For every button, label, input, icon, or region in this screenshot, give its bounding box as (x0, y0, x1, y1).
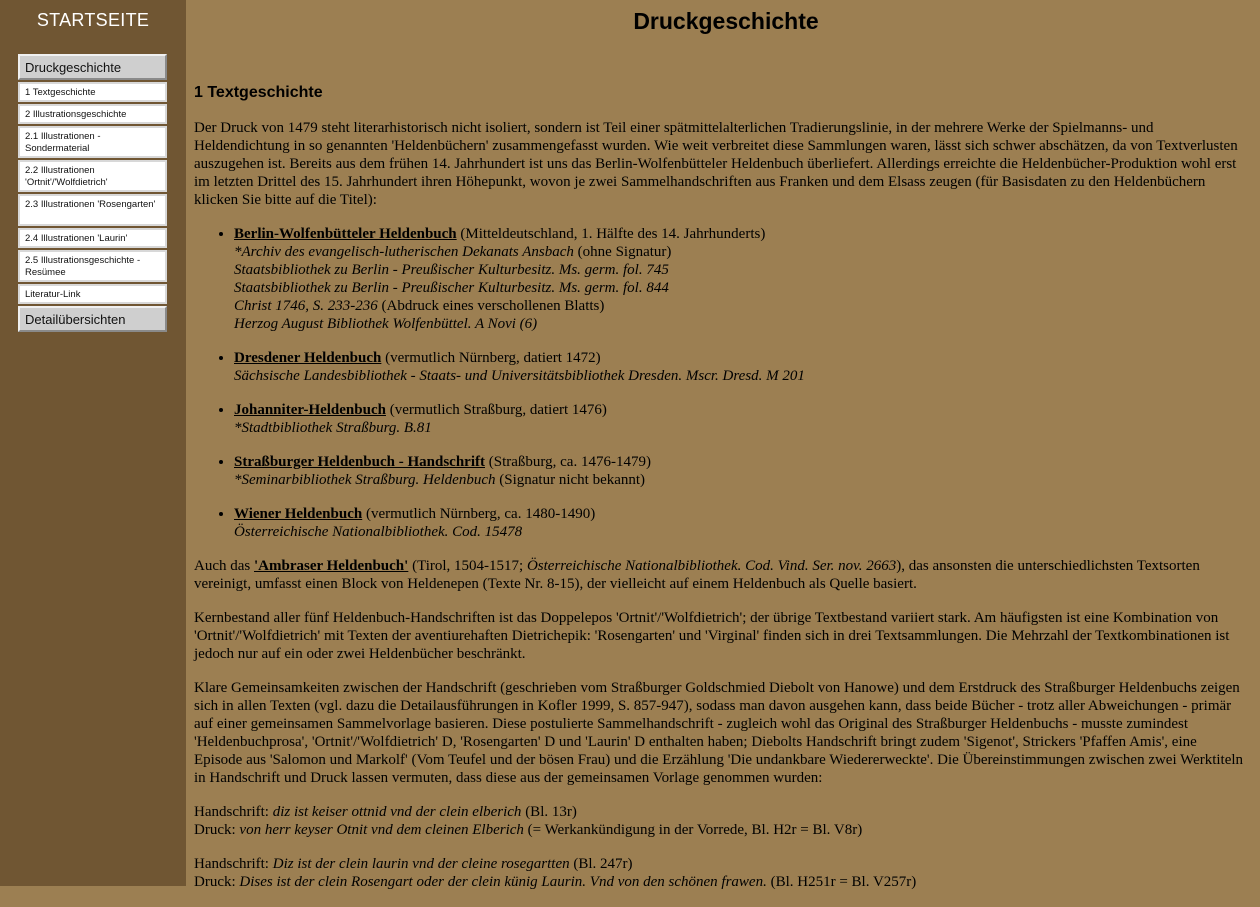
link-ambraser-heldenbuch[interactable]: 'Ambraser Heldenbuch' (254, 558, 409, 574)
ref: (Bl. H251r = Bl. V257r) (766, 874, 917, 890)
quote: Diz ist der clein laurin vnd der cleine rosegartten (272, 856, 570, 872)
article-body (194, 119, 1248, 907)
holding: *Stadtbibliothek Straßburg. B.81 (234, 420, 432, 436)
kernbestand-paragraph: Kernbestand aller fünf Heldenbuch-Handschriften ist das Doppelepos 'Ortnit'/'Wolfdietrich'; der übrige Textbestand variiert stark. Am häufigsten ist eine Kombination von 'Ortnit'/'Wolfdietrich' mit Texten der aventiurehaften Dietrichepik: 'Rosengarten' und 'Virginal' finden sich in drei Textsammlungen. Die Mehrzahl der Textkombinationen ist jedoch nur auf ein oder zwei Heldenbücher beschränkt. (194, 610, 1230, 662)
quote: von herr keyser Otnit vnd dem cleinen Elberich (239, 822, 524, 838)
holding: Sächsische Landesbibliothek - Staats- und Universitätsbibliothek Dresden. Mscr. Dresd. M 201 (234, 368, 805, 384)
nav-item-illustrationsgeschichte[interactable]: 2 Illustrationsgeschichte (18, 104, 167, 124)
nav-item-laurin[interactable]: 2.4 Illustrationen 'Laurin' (18, 228, 167, 248)
ambraser-paragraph (194, 557, 1248, 593)
nav-item-ortnit-wolfdietrich[interactable]: 2.2 Illustrationen 'Ortnit'/'Wolfdietrich' (18, 160, 167, 192)
sidebar (0, 0, 186, 886)
nav-item-literatur-link[interactable]: Literatur-Link (18, 284, 167, 304)
ref: (Bl. 13r) (521, 804, 577, 820)
holding: Österreichische Nationalbibliothek. Cod. Vind. Ser. nov. 2663 (526, 558, 897, 574)
list-item (234, 505, 1248, 541)
holding: Staatsbibliothek zu Berlin - Preußischer Kulturbesitz. Ms. germ. fol. 844 (234, 280, 669, 296)
ref: (Bl. 247r) (569, 856, 633, 872)
book-meta: (Straßburg, ca. 1476-1479) (485, 454, 651, 470)
text: ), das ansonsten die unterschiedlichsten Textsorten vereinigt, umfasst einen Block von Heldenepen (Texte Nr. 8-15), der vielleicht auf einem Heldenbuch als Quelle basiert. (194, 558, 1200, 592)
link-strassburger-heldenbuch-handschrift[interactable]: Straßburger Heldenbuch - Handschrift (234, 454, 485, 470)
gemeinsamkeiten-paragraph: Klare Gemeinsamkeiten zwischen der Handschrift (geschrieben vom Straßburger Goldschmied Diebolt von Hanowe) und dem Erstdruck des Straßburger Heldenbuchs zeigen sich in allen Texten (vgl. dazu die Detailausführungen in Kofler 1999, S. 857-947), sodass man davon ausgehen kann, dass beide Bücher - trotz aller Abweichungen - primär auf einer gemeinsamen Sammelvorlage basieren. Diese postulierte Sammelhandschrift - zugleich wohl das Original des Straßburger Heldenbuchs - musste zumindest 'Heldenbuchprosa', 'Ortnit'/'Wolfdietrich' D, 'Rosengarten' D und 'Laurin' D enthalten haben; Diebolts Handschrift bringt zudem 'Sigenot', Strickers 'Pfaffen Amis', eine Episode aus 'Salomon und Markolf' (Vom Teufel und der bösen Frau) und die Erzählung 'Die undankbare Wiedererweckte'. Die Übereinstimmungen zwischen zwei Werktiteln in Handschrift und Druck lassen vermuten, dass diese aus der gemeinsamen Vorlage genommen wurden: (194, 680, 1244, 786)
ref: (= Werkankündigung in der Vorrede, Bl. H2r = Bl. V8r) (523, 822, 863, 838)
holding-note: (Abdruck eines verschollenen Blatts) (377, 298, 605, 314)
comparison-ortnit (194, 803, 1248, 839)
list-item (234, 453, 1248, 489)
section-title: 1 Textgeschichte (194, 84, 323, 101)
holding: Staatsbibliothek zu Berlin - Preußischer Kulturbesitz. Ms. germ. fol. 745 (234, 262, 669, 278)
nav-item-rosengarten[interactable]: 2.3 Illustrationen 'Rosengarten' (18, 194, 167, 226)
heldenbuch-list (194, 225, 1248, 541)
holding-note: (Signatur nicht bekannt) (495, 472, 646, 488)
text: (Tirol, 1504-1517; (408, 558, 527, 574)
nav-item-textgeschichte[interactable]: 1 Textgeschichte (18, 82, 167, 102)
link-berlin-wolfenbuetteler-heldenbuch[interactable]: Berlin-Wolfenbütteler Heldenbuch (234, 226, 457, 242)
holding: Österreichische Nationalbibliothek. Cod. 15478 (234, 524, 523, 540)
holding-note: (ohne Signatur) (573, 244, 672, 260)
nav-section-druckgeschichte[interactable]: Druckgeschichte (18, 54, 167, 80)
page-title: Druckgeschichte (633, 8, 819, 34)
sidebar-nav (18, 54, 167, 334)
link-johanniter-heldenbuch[interactable]: Johanniter-Heldenbuch (234, 402, 386, 418)
label: Handschrift: (194, 856, 273, 872)
book-meta: (vermutlich Nürnberg, datiert 1472) (381, 350, 601, 366)
nav-section-detailuebersichten[interactable]: Detailübersichten (18, 306, 167, 332)
quote: diz ist keiser ottnid vnd der clein elberich (272, 804, 522, 820)
link-wiener-heldenbuch[interactable]: Wiener Heldenbuch (234, 506, 363, 522)
holding: Herzog August Bibliothek Wolfenbüttel. A Novi (6) (234, 316, 538, 332)
quote: Dises ist der clein Rosengart oder der clein künig Laurin. Vnd von den schönen frawen. (239, 874, 767, 890)
label: Druck: (194, 822, 240, 838)
text: Auch das (194, 558, 254, 574)
holding: Christ 1746, S. 233-236 (234, 298, 378, 314)
book-meta: (vermutlich Straßburg, datiert 1476) (385, 402, 607, 418)
list-item (234, 349, 1248, 385)
label: Druck: (194, 874, 240, 890)
label: Handschrift: (194, 804, 273, 820)
book-meta: (vermutlich Nürnberg, ca. 1480-1490) (362, 506, 596, 522)
book-meta: (Mitteldeutschland, 1. Hälfte des 14. Jahrhunderts) (456, 226, 766, 242)
intro-paragraph: Der Druck von 1479 steht literarhistorisch nicht isoliert, sondern ist Teil einer spätmittelalterlichen Tradierungslinie, in der mehrere Werke der Spielmanns- und Heldendichtung in so genannten 'Heldenbüchern' zusammengefasst wurden. Wie weit verbreitet diese Sammlungen waren, lässt sich schwer abschätzen, da von Textverlusten auszugehen ist. Bereits aus dem frühen 14. Jahrhundert ist uns das Berlin-Wolfenbütteler Heldenbuch überliefert. Allerdings erreichte die Heldenbücher-Produktion wohl erst im letzten Drittel des 15. Jahrhundert ihren Höhepunkt, wovon je zwei Sammelhandschriften aus Franken und dem Elsass zeugen (für Basisdaten zu den Heldenbüchern klicken Sie bitte auf die Titel): (194, 120, 1238, 208)
holding: *Seminarbibliothek Straßburg. Heldenbuch (234, 472, 496, 488)
holding: *Archiv des evangelisch-lutherischen Dekanats Ansbach (234, 244, 574, 260)
list-item (234, 225, 1248, 333)
nav-item-resuemee[interactable]: 2.5 Illustrationsgeschichte - Resümee (18, 250, 167, 282)
home-link[interactable]: STARTSEITE (36, 10, 150, 30)
link-dresdener-heldenbuch[interactable]: Dresdener Heldenbuch (234, 350, 382, 366)
list-item (234, 401, 1248, 437)
nav-item-sondermaterial[interactable]: 2.1 Illustrationen - Sondermaterial (18, 126, 167, 158)
